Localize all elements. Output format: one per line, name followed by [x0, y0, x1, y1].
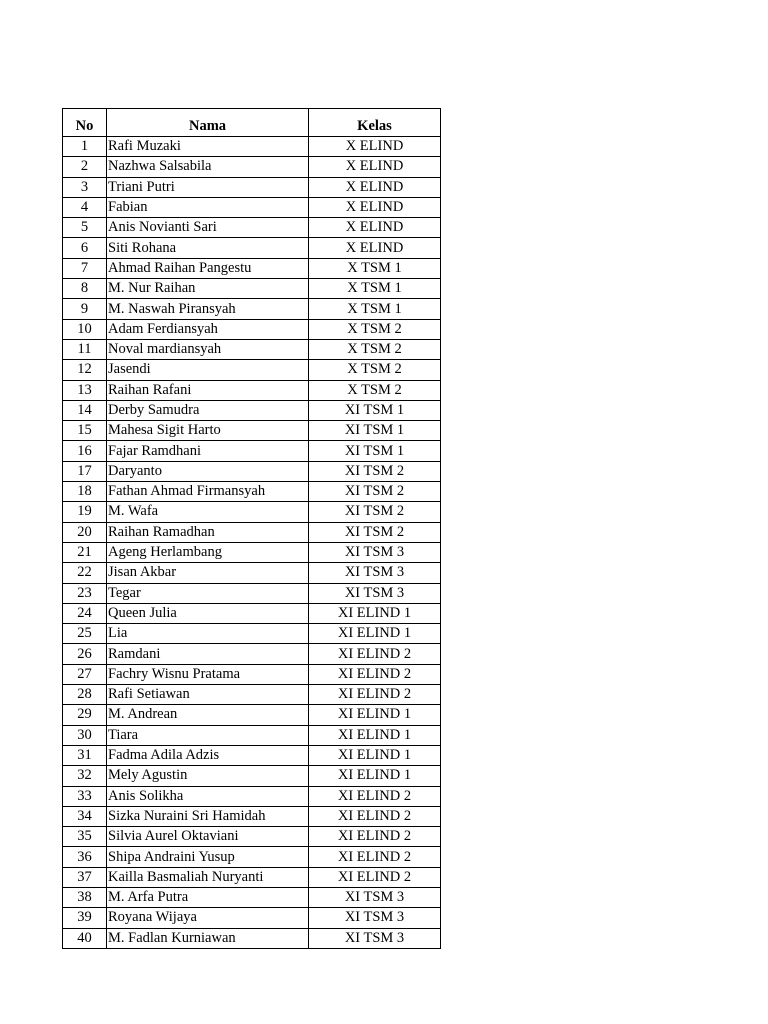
table-body [63, 137, 441, 949]
cell-no: 17 [63, 461, 107, 481]
table-row [63, 908, 441, 928]
header-kelas: Kelas [309, 109, 441, 137]
cell-nama: Raihan Rafani [107, 380, 309, 400]
cell-kelas: XI ELIND 1 [309, 705, 441, 725]
table-row [63, 542, 441, 562]
cell-no: 22 [63, 563, 107, 583]
cell-kelas: XI ELIND 1 [309, 745, 441, 765]
cell-nama: Fadma Adila Adzis [107, 745, 309, 765]
cell-no: 29 [63, 705, 107, 725]
table-row [63, 624, 441, 644]
cell-no: 13 [63, 380, 107, 400]
table-row [63, 705, 441, 725]
cell-no: 26 [63, 644, 107, 664]
cell-nama: M. Naswah Piransyah [107, 299, 309, 319]
cell-nama: Jisan Akbar [107, 563, 309, 583]
cell-no: 40 [63, 928, 107, 948]
table-row [63, 319, 441, 339]
cell-no: 24 [63, 603, 107, 623]
cell-no: 2 [63, 157, 107, 177]
cell-nama: Derby Samudra [107, 400, 309, 420]
cell-kelas: XI ELIND 2 [309, 786, 441, 806]
cell-no: 6 [63, 238, 107, 258]
table-row [63, 218, 441, 238]
cell-kelas: XI TSM 2 [309, 482, 441, 502]
header-row [63, 109, 441, 137]
cell-nama: Rafi Setiawan [107, 685, 309, 705]
cell-nama: Ramdani [107, 644, 309, 664]
cell-kelas: XI ELIND 1 [309, 725, 441, 745]
cell-kelas: X TSM 2 [309, 360, 441, 380]
cell-nama: M. Fadlan Kurniawan [107, 928, 309, 948]
cell-nama: Rafi Muzaki [107, 137, 309, 157]
table-row [63, 867, 441, 887]
cell-no: 10 [63, 319, 107, 339]
table-row [63, 806, 441, 826]
cell-no: 12 [63, 360, 107, 380]
cell-nama: Mely Agustin [107, 766, 309, 786]
cell-nama: Queen Julia [107, 603, 309, 623]
table-row [63, 502, 441, 522]
cell-kelas: X TSM 1 [309, 279, 441, 299]
cell-nama: Anis Novianti Sari [107, 218, 309, 238]
cell-no: 28 [63, 685, 107, 705]
cell-no: 23 [63, 583, 107, 603]
table-row [63, 766, 441, 786]
table-row [63, 299, 441, 319]
cell-nama: Anis Solikha [107, 786, 309, 806]
cell-kelas: X ELIND [309, 218, 441, 238]
table-row [63, 137, 441, 157]
cell-no: 39 [63, 908, 107, 928]
table-row [63, 360, 441, 380]
cell-no: 15 [63, 421, 107, 441]
cell-nama: Ageng Herlambang [107, 542, 309, 562]
cell-no: 25 [63, 624, 107, 644]
cell-kelas: XI TSM 3 [309, 542, 441, 562]
table-row [63, 847, 441, 867]
cell-no: 4 [63, 197, 107, 217]
cell-kelas: XI TSM 2 [309, 502, 441, 522]
cell-kelas: X TSM 2 [309, 380, 441, 400]
cell-nama: Fabian [107, 197, 309, 217]
table-row [63, 339, 441, 359]
header-no: No [63, 109, 107, 137]
cell-kelas: XI ELIND 1 [309, 766, 441, 786]
cell-no: 7 [63, 258, 107, 278]
cell-kelas: XI ELIND 2 [309, 644, 441, 664]
table-row [63, 177, 441, 197]
table-header [63, 109, 441, 137]
table-row [63, 441, 441, 461]
cell-no: 36 [63, 847, 107, 867]
cell-kelas: XI TSM 3 [309, 583, 441, 603]
student-table [62, 108, 441, 949]
cell-no: 34 [63, 806, 107, 826]
cell-nama: Fachry Wisnu Pratama [107, 664, 309, 684]
table-row [63, 786, 441, 806]
cell-nama: Kailla Basmaliah Nuryanti [107, 867, 309, 887]
cell-kelas: XI ELIND 2 [309, 867, 441, 887]
header-nama: Nama [107, 109, 309, 137]
cell-kelas: X ELIND [309, 197, 441, 217]
cell-kelas: X ELIND [309, 238, 441, 258]
cell-no: 37 [63, 867, 107, 887]
cell-nama: Fathan Ahmad Firmansyah [107, 482, 309, 502]
cell-no: 30 [63, 725, 107, 745]
cell-kelas: XI TSM 3 [309, 563, 441, 583]
cell-nama: Raihan Ramadhan [107, 522, 309, 542]
cell-no: 35 [63, 827, 107, 847]
cell-nama: Lia [107, 624, 309, 644]
table-row [63, 928, 441, 948]
table-row [63, 887, 441, 907]
cell-no: 21 [63, 542, 107, 562]
table-row [63, 583, 441, 603]
cell-kelas: X ELIND [309, 177, 441, 197]
table-row [63, 644, 441, 664]
cell-nama: Shipa Andraini Yusup [107, 847, 309, 867]
table-row [63, 522, 441, 542]
cell-nama: Adam Ferdiansyah [107, 319, 309, 339]
cell-nama: M. Wafa [107, 502, 309, 522]
cell-no: 16 [63, 441, 107, 461]
table-row [63, 603, 441, 623]
table-row [63, 238, 441, 258]
table-row [63, 157, 441, 177]
table-row [63, 380, 441, 400]
table-row [63, 725, 441, 745]
cell-no: 18 [63, 482, 107, 502]
cell-nama: Fajar Ramdhani [107, 441, 309, 461]
cell-no: 1 [63, 137, 107, 157]
cell-no: 31 [63, 745, 107, 765]
cell-no: 20 [63, 522, 107, 542]
cell-no: 11 [63, 339, 107, 359]
cell-nama: Jasendi [107, 360, 309, 380]
table-row [63, 421, 441, 441]
cell-kelas: XI ELIND 1 [309, 603, 441, 623]
table-row [63, 461, 441, 481]
cell-nama: M. Nur Raihan [107, 279, 309, 299]
cell-nama: Triani Putri [107, 177, 309, 197]
cell-kelas: XI TSM 3 [309, 887, 441, 907]
cell-no: 3 [63, 177, 107, 197]
cell-no: 38 [63, 887, 107, 907]
cell-kelas: XI TSM 3 [309, 928, 441, 948]
cell-no: 14 [63, 400, 107, 420]
cell-kelas: X TSM 2 [309, 319, 441, 339]
cell-kelas: XI ELIND 2 [309, 847, 441, 867]
cell-nama: Royana Wijaya [107, 908, 309, 928]
cell-nama: Siti Rohana [107, 238, 309, 258]
cell-nama: Daryanto [107, 461, 309, 481]
cell-kelas: X ELIND [309, 137, 441, 157]
cell-kelas: XI ELIND 1 [309, 624, 441, 644]
cell-no: 9 [63, 299, 107, 319]
table-row [63, 482, 441, 502]
cell-no: 27 [63, 664, 107, 684]
cell-nama: M. Andrean [107, 705, 309, 725]
cell-kelas: XI ELIND 2 [309, 827, 441, 847]
cell-kelas: X TSM 2 [309, 339, 441, 359]
cell-nama: Noval mardiansyah [107, 339, 309, 359]
cell-nama: Tegar [107, 583, 309, 603]
table-row [63, 279, 441, 299]
cell-no: 5 [63, 218, 107, 238]
cell-no: 19 [63, 502, 107, 522]
cell-kelas: XI ELIND 2 [309, 806, 441, 826]
table-row [63, 197, 441, 217]
cell-kelas: XI TSM 1 [309, 421, 441, 441]
cell-kelas: X TSM 1 [309, 299, 441, 319]
cell-kelas: XI TSM 3 [309, 908, 441, 928]
cell-no: 32 [63, 766, 107, 786]
cell-nama: M. Arfa Putra [107, 887, 309, 907]
cell-kelas: XI TSM 2 [309, 461, 441, 481]
cell-no: 8 [63, 279, 107, 299]
table-row [63, 827, 441, 847]
table-row [63, 563, 441, 583]
table-row [63, 685, 441, 705]
table-row [63, 400, 441, 420]
table-row [63, 745, 441, 765]
cell-nama: Nazhwa Salsabila [107, 157, 309, 177]
cell-kelas: X TSM 1 [309, 258, 441, 278]
table-row [63, 258, 441, 278]
cell-no: 33 [63, 786, 107, 806]
cell-nama: Tiara [107, 725, 309, 745]
cell-kelas: XI ELIND 2 [309, 664, 441, 684]
cell-nama: Mahesa Sigit Harto [107, 421, 309, 441]
cell-kelas: XI TSM 2 [309, 522, 441, 542]
cell-nama: Sizka Nuraini Sri Hamidah [107, 806, 309, 826]
cell-kelas: XI TSM 1 [309, 441, 441, 461]
cell-kelas: X ELIND [309, 157, 441, 177]
cell-kelas: XI TSM 1 [309, 400, 441, 420]
cell-nama: Ahmad Raihan Pangestu [107, 258, 309, 278]
cell-kelas: XI ELIND 2 [309, 685, 441, 705]
cell-nama: Silvia Aurel Oktaviani [107, 827, 309, 847]
table-row [63, 664, 441, 684]
